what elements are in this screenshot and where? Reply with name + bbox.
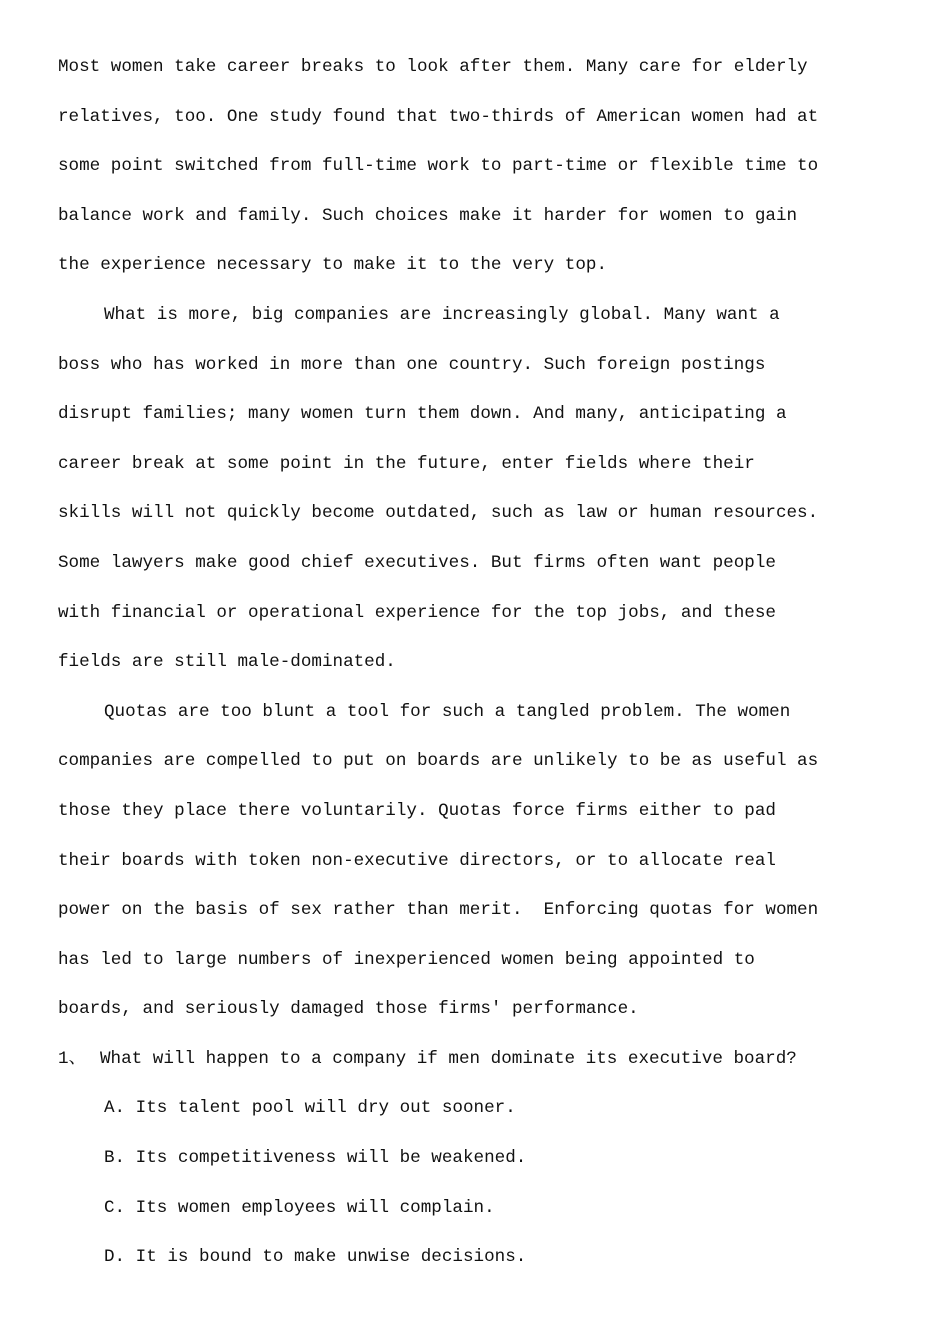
question-1: [58, 1035, 898, 1283]
paragraph-line: has led to large numbers of inexperienced women being appointed to: [58, 949, 755, 970]
paragraph-line: fields are still male-dominated.: [58, 652, 396, 673]
paragraph-line: relatives, too. One study found that two-thirds of American women had at: [58, 106, 819, 127]
paragraph-1: [58, 43, 898, 291]
paragraph-line: power on the basis of sex rather than merit. Enforcing quotas for women: [58, 900, 819, 921]
paragraph-line: with financial or operational experience for the top jobs, and these: [58, 602, 776, 623]
paragraph-3: [58, 688, 898, 1035]
paragraph-line: What is more, big companies are increasingly global. Many want a: [104, 304, 780, 325]
document-page: [58, 43, 898, 1283]
paragraph-line: Most women take career breaks to look after them. Many care for elderly: [58, 57, 808, 77]
question-number: 1、: [58, 1048, 87, 1069]
paragraph-2: [58, 291, 898, 688]
paragraph-line: Some lawyers make good chief executives. But firms often want people: [58, 552, 776, 573]
option-d[interactable]: D. It is bound to make unwise decisions.: [104, 1247, 527, 1268]
paragraph-line: companies are compelled to put on boards are unlikely to be as useful as: [58, 751, 819, 772]
paragraph-line: boards, and seriously damaged those firms' performance.: [58, 999, 639, 1020]
question-text: What will happen to a company if men dominate its executive board?: [100, 1048, 797, 1069]
option-b[interactable]: B. Its competitiveness will be weakened.: [104, 1148, 527, 1169]
paragraph-line: career break at some point in the future, enter fields where their: [58, 453, 755, 474]
paragraph-line: those they place there voluntarily. Quotas force firms either to pad: [58, 800, 776, 821]
paragraph-line: their boards with token non-executive directors, or to allocate real: [58, 850, 776, 871]
option-c[interactable]: C. Its women employees will complain.: [104, 1197, 495, 1218]
paragraph-line: Quotas are too blunt a tool for such a tangled problem. The women: [104, 701, 791, 722]
paragraph-line: some point switched from full-time work to part-time or flexible time to: [58, 156, 819, 177]
question-stem: [58, 1035, 898, 1085]
paragraph-line: disrupt families; many women turn them down. And many, anticipating a: [58, 404, 787, 425]
option-a[interactable]: A. Its talent pool will dry out sooner.: [104, 1098, 516, 1119]
paragraph-line: boss who has worked in more than one country. Such foreign postings: [58, 354, 766, 375]
paragraph-line: skills will not quickly become outdated, such as law or human resources.: [58, 503, 819, 524]
paragraph-line: balance work and family. Such choices make it harder for women to gain: [58, 205, 798, 226]
paragraph-line: the experience necessary to make it to the very top.: [58, 255, 608, 276]
